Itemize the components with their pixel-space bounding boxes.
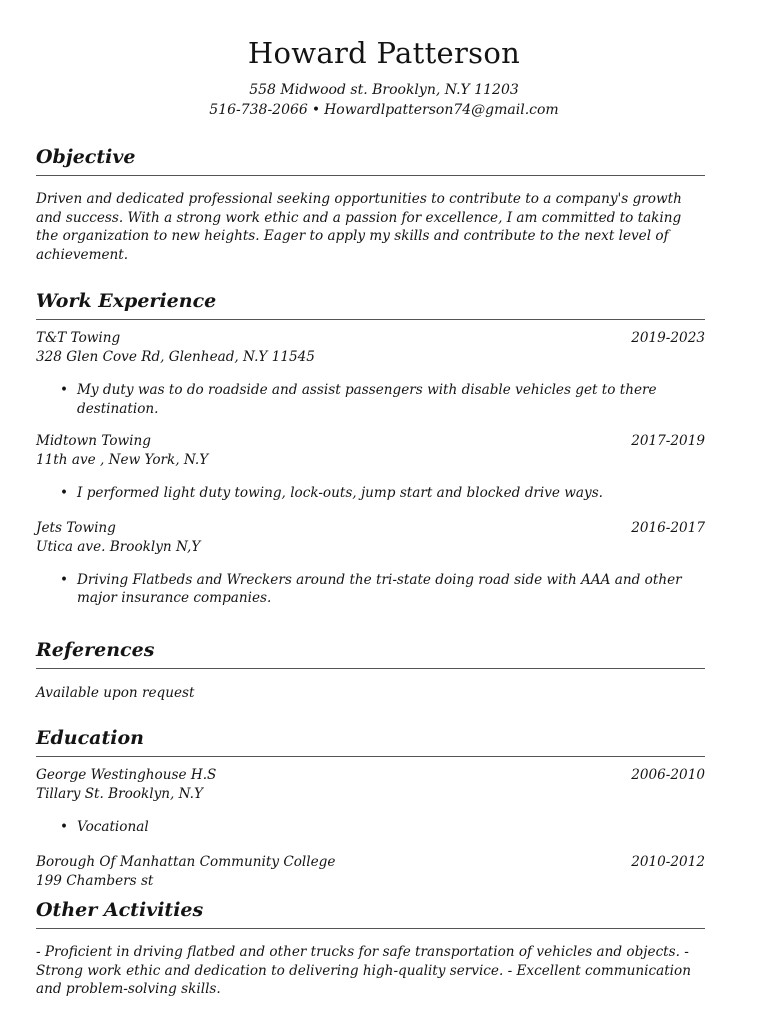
school-detail-text: Vocational bbox=[77, 819, 149, 835]
references-section bbox=[36, 638, 705, 703]
section-title-objective: Objective bbox=[36, 145, 705, 176]
school-location: 199 Chambers st bbox=[36, 872, 154, 889]
section-title-education: Education bbox=[36, 726, 705, 757]
school-dates: 2010-2012 bbox=[631, 853, 705, 870]
phone-email-line bbox=[0, 100, 768, 120]
job-entry bbox=[36, 432, 705, 503]
job-entry bbox=[36, 519, 705, 608]
job-duty-text: I performed light duty towing, lock-outs, jump start and blocked drive ways. bbox=[77, 485, 604, 501]
job-dates: 2017-2019 bbox=[631, 433, 705, 449]
job-duty bbox=[60, 571, 705, 608]
job-duty-text: My duty was to do roadside and assist passengers with disable vehicles get to there destination. bbox=[77, 382, 657, 417]
job-location: 11th ave , New York, N.Y bbox=[36, 452, 209, 468]
job-dates: 2019-2023 bbox=[631, 330, 705, 346]
bullet-icon: • bbox=[60, 819, 69, 835]
job-duty bbox=[60, 381, 705, 418]
school-entry bbox=[36, 766, 705, 837]
job-duty-text: Driving Flatbeds and Wreckers around the tri-state doing road side with AAA and other major insurance companies. bbox=[77, 571, 682, 606]
school-location: Tillary St. Brooklyn, N.Y bbox=[36, 786, 203, 802]
references-text: Available upon request bbox=[36, 685, 195, 701]
job-entry bbox=[36, 329, 705, 418]
school-name: Borough Of Manhattan Community College bbox=[36, 853, 336, 870]
bullet-icon: • bbox=[60, 382, 69, 398]
school-details bbox=[36, 818, 705, 837]
job-company: Midtown Towing bbox=[36, 433, 151, 449]
candidate-name: Howard Patterson bbox=[247, 36, 521, 70]
activities-text: - Proficient in driving flatbed and other trucks for safe transportation of vehicles and objects. - Strong work ethic and dedication to delivering high-quality service. - Excellent communication and problem-solving skills. bbox=[36, 944, 691, 997]
objective-section bbox=[36, 145, 705, 264]
address: 558 Midwood st. Brooklyn, N.Y 11203 bbox=[249, 82, 519, 98]
school-entry bbox=[36, 853, 705, 891]
section-title-activities: Other Activities bbox=[36, 898, 705, 929]
separator-dot: • bbox=[311, 102, 321, 118]
job-duties bbox=[36, 381, 705, 418]
section-title-work: Work Experience bbox=[36, 289, 705, 320]
job-duties bbox=[36, 484, 705, 503]
job-dates: 2016-2017 bbox=[631, 519, 705, 536]
email: Howardlpatterson74@gmail.com bbox=[324, 102, 559, 118]
contact-info bbox=[0, 80, 768, 120]
job-company: Jets Towing bbox=[36, 519, 116, 536]
work-experience-section bbox=[36, 289, 705, 608]
objective-text: Driven and dedicated professional seeking opportunities to contribute to a company's growth and success. With a strong work ethic and a passion for excellence, I am committed to taking the organization to new heights. Eager to apply my skills and contribute to the next level of achievement. bbox=[36, 191, 682, 263]
bullet-icon: • bbox=[60, 485, 69, 501]
job-duties bbox=[36, 571, 705, 608]
section-title-references: References bbox=[36, 638, 705, 669]
school-name: George Westinghouse H.S bbox=[36, 767, 217, 783]
activities-section bbox=[36, 898, 705, 999]
school-detail bbox=[60, 818, 705, 837]
job-location: 328 Glen Cove Rd, Glenhead, N.Y 11545 bbox=[36, 349, 315, 365]
job-duty bbox=[60, 484, 705, 503]
resume-header bbox=[0, 34, 768, 120]
education-section bbox=[36, 726, 705, 891]
bullet-icon: • bbox=[60, 571, 69, 588]
job-location: Utica ave. Brooklyn N,Y bbox=[36, 538, 201, 555]
phone: 516-738-2066 bbox=[209, 102, 308, 118]
school-dates: 2006-2010 bbox=[631, 767, 705, 783]
job-company: T&T Towing bbox=[36, 330, 121, 346]
